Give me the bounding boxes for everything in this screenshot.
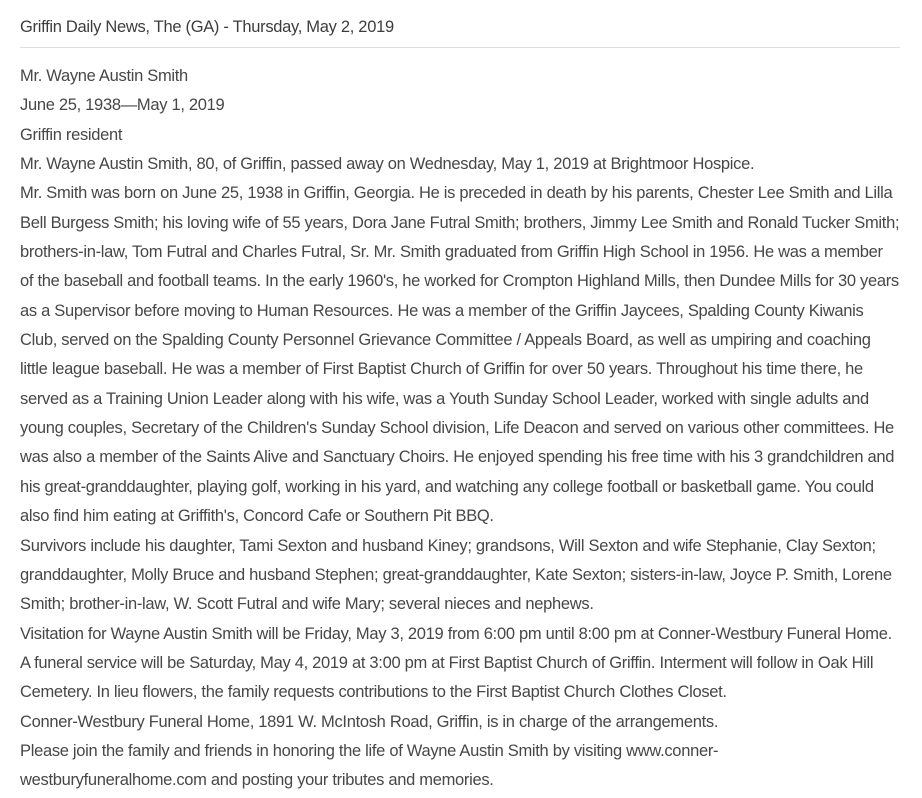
paragraph-funeral-home: Conner-Westbury Funeral Home, 1891 W. McIntosh Road, Griffin, is in charge of the arrangements. <box>20 712 719 731</box>
obituary-article <box>20 62 900 796</box>
paragraph-survivors: Survivors include his daughter, Tami Sexton and husband Kiney; grandsons, Will Sexton and wife Stephanie, Clay Sexton; granddaughter, Molly Bruce and husband Stephen; great-granddaughter, Kate Sexton; sisters-in-law, Joyce P. Smith, Lorene Smith; brother-in-law, W. Scott Futral and wife Mary; several nieces and nephews. <box>20 536 892 614</box>
paragraph-services: Visitation for Wayne Austin Smith will be Friday, May 3, 2019 from 6:00 pm until 8:00 pm at Conner-Westbury Funeral Home. A funeral service will be Saturday, May 4, 2019 at 3:00 pm at First Baptist Church of Griffin. Interment will follow in Oak Hill Cemetery. In lieu flowers, the family requests contributions to the First Baptist Church Clothes Closet. <box>20 624 892 702</box>
paragraph-tributes-invitation: Please join the family and friends in honoring the life of Wayne Austin Smith by visiting www.conner-westburyfuneralhome.com and posting your tributes and memories. <box>20 741 719 790</box>
paragraph-biography: Mr. Smith was born on June 25, 1938 in Griffin, Georgia. He is preceded in death by his parents, Chester Lee Smith and Lilla Bell Burgess Smith; his loving wife of 55 years, Dora Jane Futral Smith; brothers, Jimmy Lee Smith and Ronald Tucker Smith; brothers-in-law, Tom Futral and Charles Futral, Sr. Mr. Smith graduated from Griffin High School in 1956. He was a member of the baseball and football teams. In the early 1960's, he worked for Crompton Highland Mills, then Dundee Mills for 30 years as a Supervisor before moving to Human Resources. He was a member of the Griffin Jaycees, Spalding County Kiwanis Club, served on the Spalding County Personnel Grievance Committee / Appeals Board, as well as umpiring and coaching little league baseball. He was a member of First Baptist Church of Griffin for over 50 years. Throughout his time there, he served as a Training Union Leader along with his wife, was a Youth Sunday School Leader, worked with single adults and young couples, Secretary of the Children's Sunday School division, Life Deacon and served on various other committees. He was also a member of the Saints Alive and Sanctuary Choirs. He enjoyed spending his free time with his 3 grandchildren and his great-granddaughter, playing golf, working in his yard, and watching any college football or basketball game. You could also find him eating at Griffith's, Concord Cafe or Southern Pit BBQ. <box>20 184 900 526</box>
deceased-name: Mr. Wayne Austin Smith <box>20 67 188 85</box>
header-divider <box>20 47 900 48</box>
life-dates: June 25, 1938—May 1, 2019 <box>20 96 225 115</box>
publication-dateline: Griffin Daily News, The (GA) - Thursday, May 2, 2019 <box>20 18 394 36</box>
residence-line: Griffin resident <box>20 125 123 144</box>
paragraph-death-notice: Mr. Wayne Austin Smith, 80, of Griffin, passed away on Wednesday, May 1, 2019 at Brightmoor Hospice. <box>20 155 755 174</box>
